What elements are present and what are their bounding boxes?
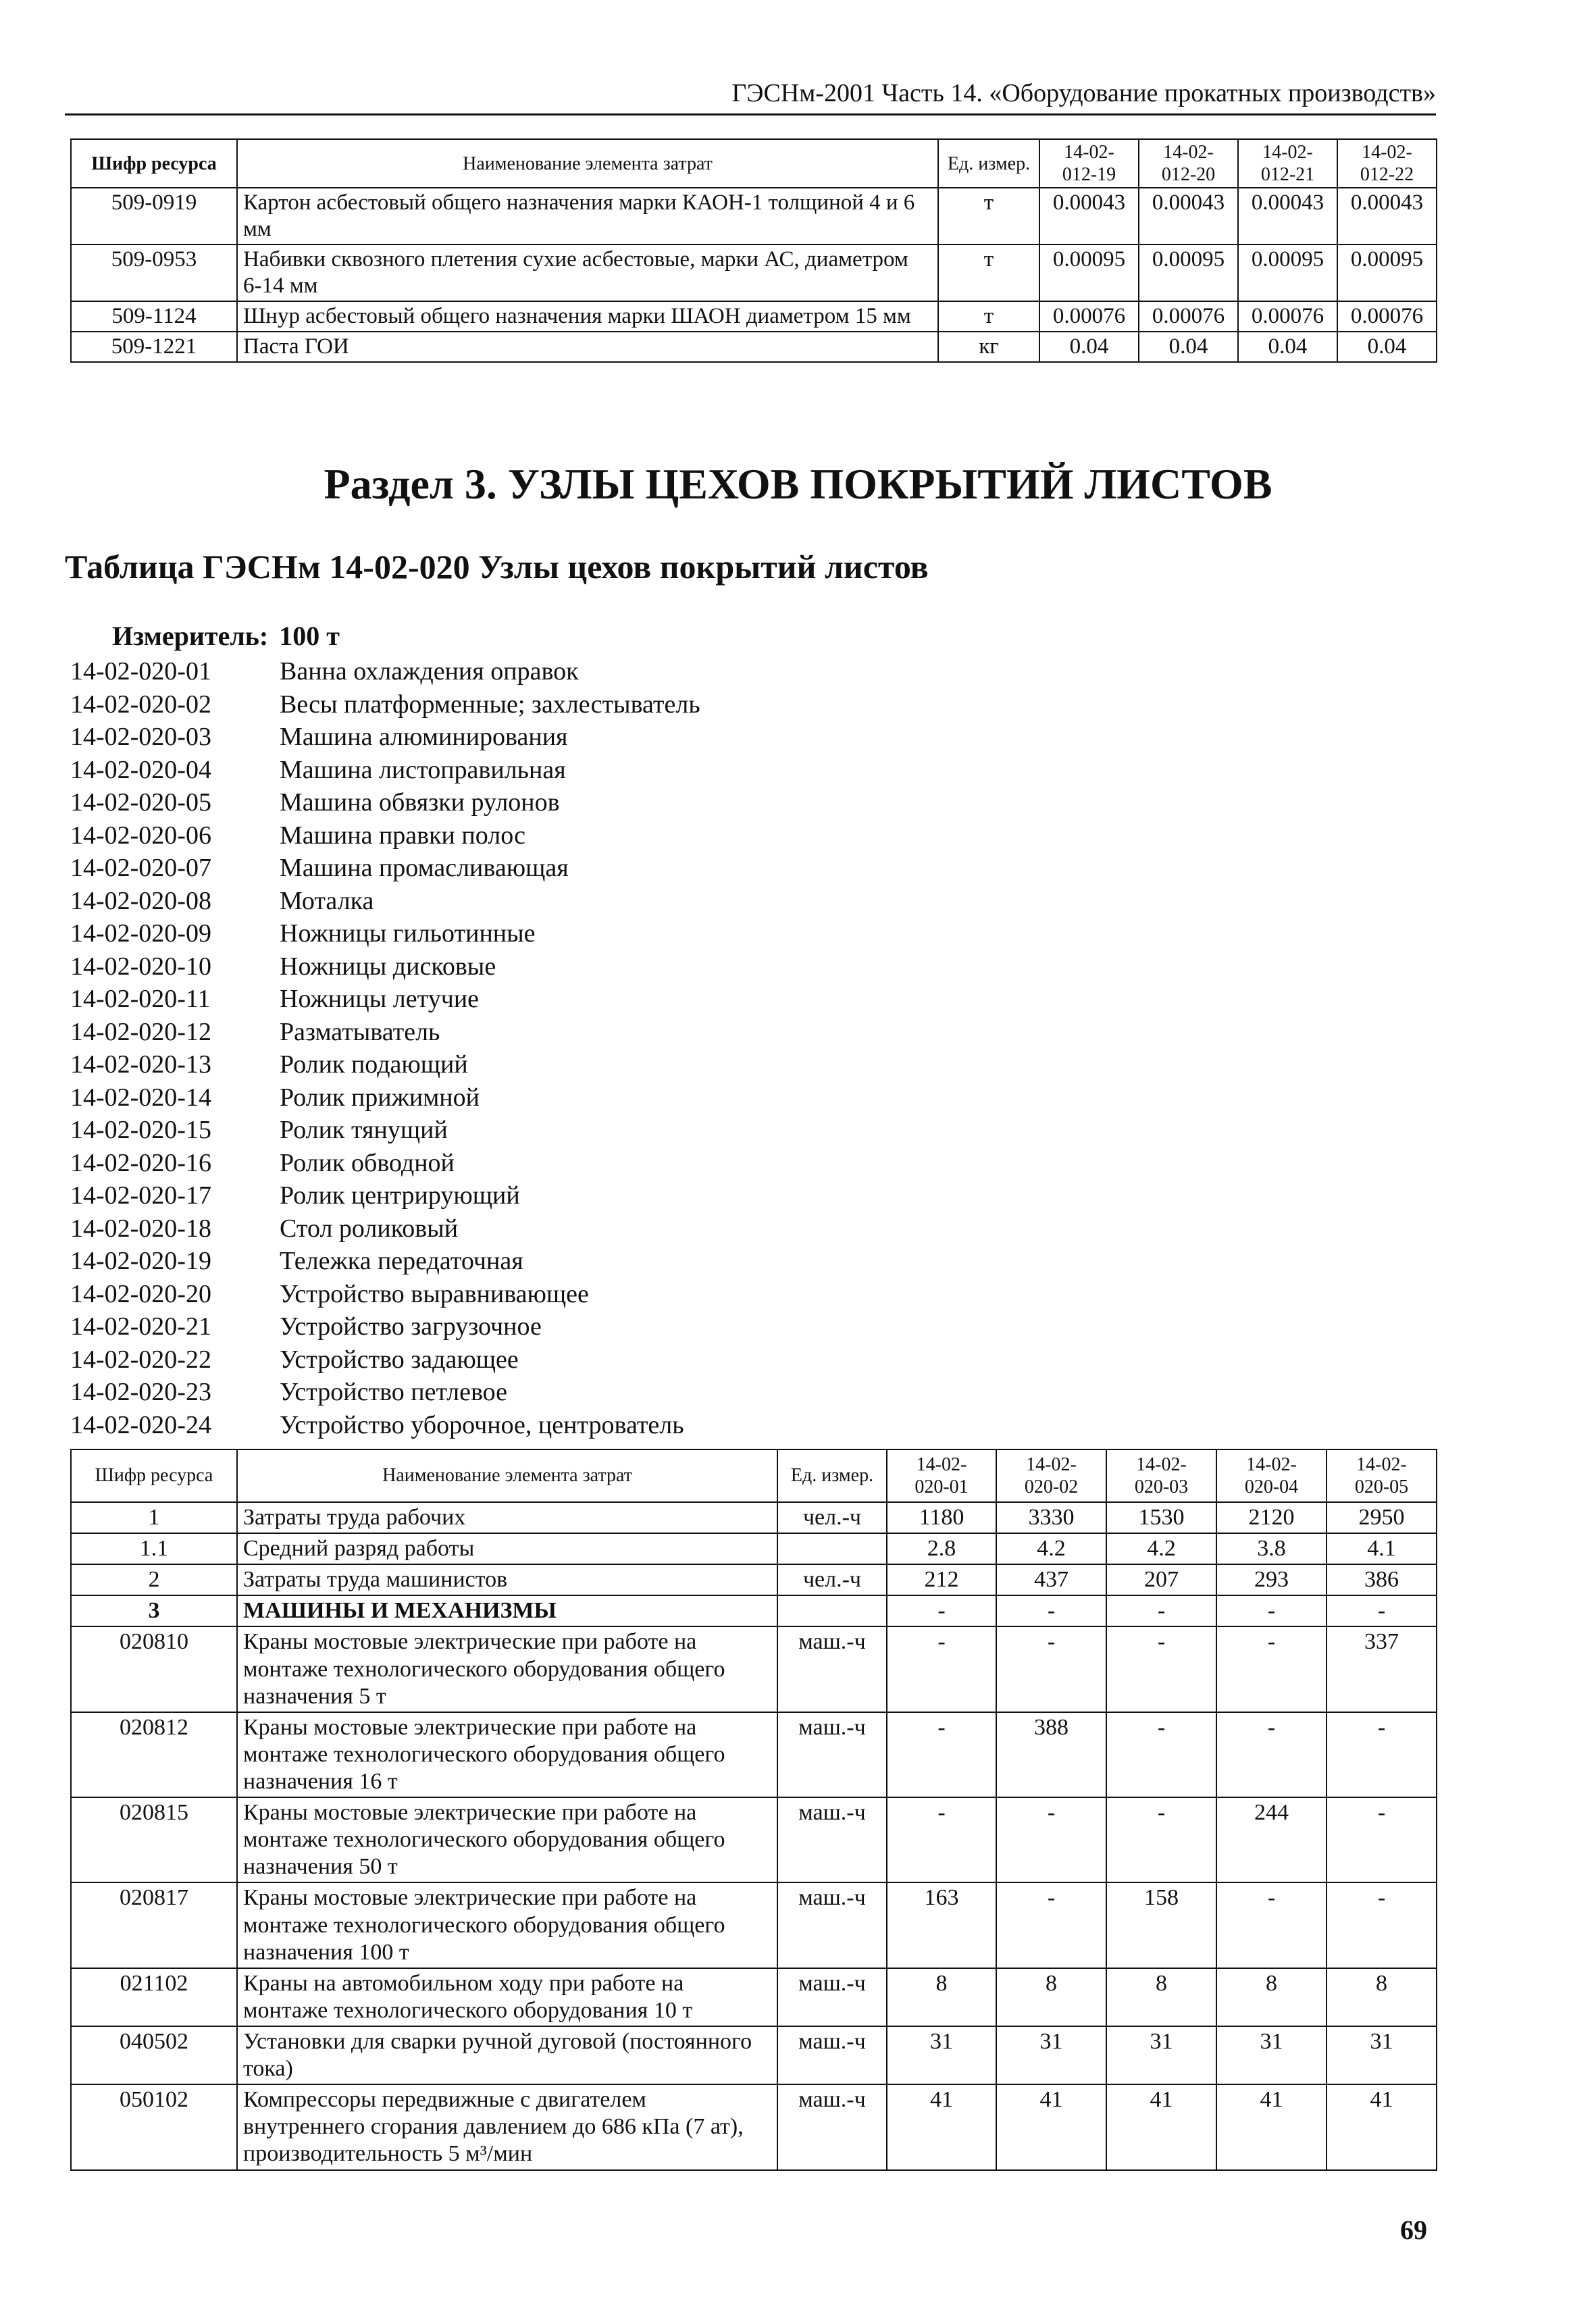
col-header-020-03: 14-02- 020-03 — [1106, 1449, 1216, 1502]
table-row — [71, 2026, 1437, 2084]
resource-value: - — [1216, 1595, 1327, 1626]
table-row — [71, 1882, 1437, 1968]
resource-value: 0.00095 — [1039, 245, 1139, 301]
item-code: 14-02-020-24 — [70, 1410, 211, 1439]
resource-name: Краны мостовые электрические при работе на монтаже технологического оборудования общего назначения 50 т — [237, 1797, 777, 1882]
table-title: Таблица ГЭСНм 14-02-020 Узлы цехов покрытий листов — [65, 548, 929, 586]
resource-value: - — [1327, 1595, 1437, 1626]
col-header-name: Наименование элемента затрат — [237, 1449, 777, 1502]
item-code: 14-02-020-10 — [70, 952, 211, 981]
resource-name: Затраты труда машинистов — [237, 1564, 777, 1595]
resource-unit — [777, 1533, 887, 1564]
measure-value: 100 т — [279, 621, 340, 651]
resource-value: - — [996, 1626, 1106, 1712]
resource-value: 163 — [887, 1882, 996, 1968]
resource-value: - — [887, 1797, 996, 1882]
resource-name: Компрессоры передвижные с двигателем внутреннего сгорания давлением до 686 кПа (7 ат), производительность 5 м³/мин — [237, 2084, 777, 2169]
resource-unit: маш.-ч — [777, 1882, 887, 1968]
resource-unit: маш.-ч — [777, 1626, 887, 1712]
resource-unit: кг — [938, 332, 1039, 362]
resource-value: 4.2 — [996, 1533, 1106, 1564]
resource-unit: чел.-ч — [777, 1564, 887, 1595]
resource-value: - — [1327, 1882, 1437, 1968]
resource-value: 212 — [887, 1564, 996, 1595]
resource-name: Краны на автомобильном ходу при работе на монтаже технологического оборудования 10 т — [237, 1968, 777, 2026]
col-header-012-19: 14-02- 012-19 — [1039, 139, 1139, 188]
resource-value: 4.2 — [1106, 1533, 1216, 1564]
item-name: Ролик прижимной — [280, 1083, 480, 1112]
resource-value: 0.04 — [1039, 332, 1139, 362]
resource-value: 3330 — [996, 1502, 1106, 1533]
resource-value: 388 — [996, 1712, 1106, 1797]
resource-value: 0.00076 — [1139, 301, 1238, 332]
item-code: 14-02-020-15 — [70, 1116, 211, 1144]
resource-value: 31 — [887, 2026, 996, 2084]
resource-value: - — [1106, 1595, 1216, 1626]
item-code: 14-02-020-17 — [70, 1181, 211, 1210]
item-code: 14-02-020-21 — [70, 1312, 211, 1341]
table-row — [71, 1502, 1437, 1533]
resource-value: - — [1216, 1712, 1327, 1797]
page-number: 69 — [1400, 2215, 1427, 2245]
resource-value: 1530 — [1106, 1502, 1216, 1533]
resource-value: 0.00095 — [1139, 245, 1238, 301]
item-code: 14-02-020-01 — [70, 657, 211, 686]
col-header-020-02: 14-02- 020-02 — [996, 1449, 1106, 1502]
col-header-name: Наименование элемента затрат — [237, 139, 938, 188]
resource-name: Паста ГОИ — [237, 332, 938, 362]
resource-name: Средний разряд работы — [237, 1533, 777, 1564]
item-name: Машина правки полос — [280, 821, 526, 850]
resource-value: 41 — [1216, 2084, 1327, 2169]
item-name: Ролик подающий — [280, 1050, 468, 1079]
resource-value: - — [887, 1595, 996, 1626]
resource-code: 509-0953 — [71, 245, 237, 301]
resource-value: 0.04 — [1139, 332, 1238, 362]
resource-value: 31 — [1106, 2026, 1216, 2084]
table-row — [71, 1564, 1437, 1595]
running-title: ГЭСНм-2001 Часть 14. «Оборудование прокатных производств» — [731, 79, 1436, 107]
item-name: Устройство загрузочное — [280, 1312, 542, 1341]
resource-value: 8 — [996, 1968, 1106, 2026]
resource-value: 293 — [1216, 1564, 1327, 1595]
resource-unit: маш.-ч — [777, 2084, 887, 2169]
resource-value: 31 — [996, 2026, 1106, 2084]
item-code: 14-02-020-23 — [70, 1378, 211, 1406]
table-row — [71, 1712, 1437, 1797]
resource-code: 1 — [71, 1502, 237, 1533]
resource-value: 0.04 — [1238, 332, 1337, 362]
col-header-020-01: 14-02- 020-01 — [887, 1449, 996, 1502]
resource-code: 040502 — [71, 2026, 237, 2084]
resource-name: Картон асбестовый общего назначения марки КАОН-1 толщиной 4 и 6 мм — [237, 188, 938, 245]
item-name: Ролик обводной — [280, 1148, 455, 1177]
resource-name: Установки для сварки ручной дуговой (постоянного тока) — [237, 2026, 777, 2084]
table-row — [71, 1968, 1437, 2026]
measure-line — [112, 620, 340, 652]
resource-value: 41 — [996, 2084, 1106, 2169]
resource-unit: маш.-ч — [777, 1712, 887, 1797]
resource-value: - — [1106, 1626, 1216, 1712]
item-name: Весы платформенные; захлестыватель — [280, 690, 700, 719]
resource-unit: т — [938, 301, 1039, 332]
section-title: Раздел 3. УЗЛЫ ЦЕХОВ ПОКРЫТИЙ ЛИСТОВ — [324, 460, 1272, 508]
col-header-020-04: 14-02- 020-04 — [1216, 1449, 1327, 1502]
resource-code: 509-1124 — [71, 301, 237, 332]
resource-value: 2120 — [1216, 1502, 1327, 1533]
resource-value: - — [1216, 1626, 1327, 1712]
resource-unit: чел.-ч — [777, 1502, 887, 1533]
col-header-012-20: 14-02- 012-20 — [1139, 139, 1238, 188]
item-code: 14-02-020-20 — [70, 1279, 211, 1308]
resource-value: 41 — [887, 2084, 996, 2169]
resource-value: 0.00043 — [1337, 188, 1437, 245]
measure-label: Измеритель: — [112, 621, 269, 651]
resource-unit: маш.-ч — [777, 1968, 887, 2026]
item-code: 14-02-020-02 — [70, 690, 211, 719]
resource-value: - — [996, 1797, 1106, 1882]
resource-code: 020812 — [71, 1712, 237, 1797]
table-row — [71, 1595, 1437, 1626]
resource-value: 2950 — [1327, 1502, 1437, 1533]
item-name: Устройство уборочное, центрователь — [280, 1410, 684, 1439]
item-code: 14-02-020-08 — [70, 886, 211, 915]
item-code: 14-02-020-14 — [70, 1083, 211, 1112]
resource-name: Затраты труда рабочих — [237, 1502, 777, 1533]
resource-name: Шнур асбестовый общего назначения марки ШАОН диаметром 15 мм — [237, 301, 938, 332]
resource-value: 0.04 — [1337, 332, 1437, 362]
item-name: Устройство петлевое — [280, 1378, 507, 1406]
resource-name: Краны мостовые электрические при работе на монтаже технологического оборудования общего назначения 100 т — [237, 1882, 777, 1968]
resource-value: 386 — [1327, 1564, 1437, 1595]
item-code: 14-02-020-16 — [70, 1148, 211, 1177]
resource-unit: маш.-ч — [777, 1797, 887, 1882]
resource-table-012 — [70, 138, 1437, 363]
resource-value: 8 — [1216, 1968, 1327, 2026]
resource-code: 050102 — [71, 2084, 237, 2169]
col-header-012-22: 14-02- 012-22 — [1337, 139, 1437, 188]
item-code: 14-02-020-22 — [70, 1345, 211, 1374]
table-row — [71, 2084, 1437, 2169]
table-row — [71, 332, 1437, 362]
table-row — [71, 245, 1437, 301]
item-code: 14-02-020-07 — [70, 854, 211, 882]
resource-code: 020817 — [71, 1882, 237, 1968]
resource-value: 0.00043 — [1139, 188, 1238, 245]
table-row — [71, 301, 1437, 332]
resource-name: Набивки сквозного плетения сухие асбестовые, марки АС, диаметром 6-14 мм — [237, 245, 938, 301]
col-header-unit: Ед. измер. — [938, 139, 1039, 188]
resource-value: 0.00076 — [1039, 301, 1139, 332]
resource-value: 0.00043 — [1238, 188, 1337, 245]
item-name: Машина алюминирования — [280, 723, 568, 751]
resource-code: 3 — [71, 1595, 237, 1626]
resource-value: 41 — [1327, 2084, 1437, 2169]
item-code: 14-02-020-05 — [70, 788, 211, 817]
resource-name: МАШИНЫ И МЕХАНИЗМЫ — [237, 1595, 777, 1626]
running-header — [65, 73, 1436, 115]
item-code: 14-02-020-18 — [70, 1214, 211, 1243]
col-header-020-05: 14-02- 020-05 — [1327, 1449, 1437, 1502]
resource-value: 437 — [996, 1564, 1106, 1595]
item-name: Моталка — [280, 886, 374, 915]
resource-value: - — [1216, 1882, 1327, 1968]
resource-code: 509-0919 — [71, 188, 237, 245]
item-code: 14-02-020-06 — [70, 821, 211, 850]
item-name: Машина промасливающая — [280, 854, 569, 882]
col-header-code: Шифр ресурса — [71, 1449, 237, 1502]
resource-code: 2 — [71, 1564, 237, 1595]
item-name: Стол роликовый — [280, 1214, 459, 1243]
table-row — [71, 1626, 1437, 1712]
resource-unit: т — [938, 188, 1039, 245]
resource-value: 4.1 — [1327, 1533, 1437, 1564]
resource-value: 8 — [1106, 1968, 1216, 2026]
resource-value: 3.8 — [1216, 1533, 1327, 1564]
item-name: Разматыватель — [280, 1017, 440, 1046]
resource-value: 8 — [887, 1968, 996, 2026]
resource-name: Краны мостовые электрические при работе на монтаже технологического оборудования общего назначения 5 т — [237, 1626, 777, 1712]
resource-unit: маш.-ч — [777, 2026, 887, 2084]
item-name: Устройство задающее — [280, 1345, 519, 1374]
table-row — [71, 188, 1437, 245]
resource-value: 2.8 — [887, 1533, 996, 1564]
resource-value: 0.00095 — [1337, 245, 1437, 301]
resource-value: - — [1106, 1797, 1216, 1882]
item-name: Машина листоправильная — [280, 755, 566, 784]
item-code: 14-02-020-13 — [70, 1050, 211, 1079]
item-name: Ножницы летучие — [280, 985, 480, 1013]
resource-value: 31 — [1216, 2026, 1327, 2084]
item-name: Устройство выравнивающее — [280, 1279, 589, 1308]
item-name: Ролик тянущий — [280, 1116, 448, 1144]
resource-unit — [777, 1595, 887, 1626]
resource-value: 337 — [1327, 1626, 1437, 1712]
item-name: Ролик центрирующий — [280, 1181, 520, 1210]
resource-value: 0.00076 — [1337, 301, 1437, 332]
item-code: 14-02-020-12 — [70, 1017, 211, 1046]
resource-value: 0.00043 — [1039, 188, 1139, 245]
resource-value: 0.00076 — [1238, 301, 1337, 332]
resource-value: 0.00095 — [1238, 245, 1337, 301]
resource-value: - — [1327, 1712, 1437, 1797]
resource-value: 207 — [1106, 1564, 1216, 1595]
resource-value: - — [996, 1595, 1106, 1626]
resource-code: 509-1221 — [71, 332, 237, 362]
item-name: Ножницы гильотинные — [280, 919, 536, 948]
col-header-code: Шифр ресурса — [71, 139, 237, 188]
resource-name: Краны мостовые электрические при работе на монтаже технологического оборудования общего назначения 16 т — [237, 1712, 777, 1797]
resource-table-020 — [70, 1449, 1437, 2171]
resource-code: 1.1 — [71, 1533, 237, 1564]
resource-value: 158 — [1106, 1882, 1216, 1968]
resource-value: 31 — [1327, 2026, 1437, 2084]
item-code: 14-02-020-09 — [70, 919, 211, 948]
item-name: Машина обвязки рулонов — [280, 788, 560, 817]
resource-value: - — [996, 1882, 1106, 1968]
resource-code: 021102 — [71, 1968, 237, 2026]
resource-value: 1180 — [887, 1502, 996, 1533]
item-code: 14-02-020-11 — [70, 985, 211, 1013]
resource-value: 41 — [1106, 2084, 1216, 2169]
resource-value: - — [1106, 1712, 1216, 1797]
item-code: 14-02-020-19 — [70, 1247, 211, 1275]
col-header-012-21: 14-02- 012-21 — [1238, 139, 1337, 188]
resource-value: - — [1327, 1797, 1437, 1882]
resource-unit: т — [938, 245, 1039, 301]
resource-value: 244 — [1216, 1797, 1327, 1882]
col-header-unit: Ед. измер. — [777, 1449, 887, 1502]
resource-code: 020815 — [71, 1797, 237, 1882]
item-name: Ножницы дисковые — [280, 952, 496, 981]
item-code: 14-02-020-03 — [70, 723, 211, 751]
resource-value: - — [887, 1712, 996, 1797]
item-code: 14-02-020-04 — [70, 755, 211, 784]
table-row — [71, 1533, 1437, 1564]
resource-value: - — [887, 1626, 996, 1712]
item-name: Ванна охлаждения оправок — [280, 657, 579, 686]
item-name: Тележка передаточная — [280, 1247, 523, 1275]
resource-value: 8 — [1327, 1968, 1437, 2026]
table-row — [71, 1797, 1437, 1882]
resource-code: 020810 — [71, 1626, 237, 1712]
